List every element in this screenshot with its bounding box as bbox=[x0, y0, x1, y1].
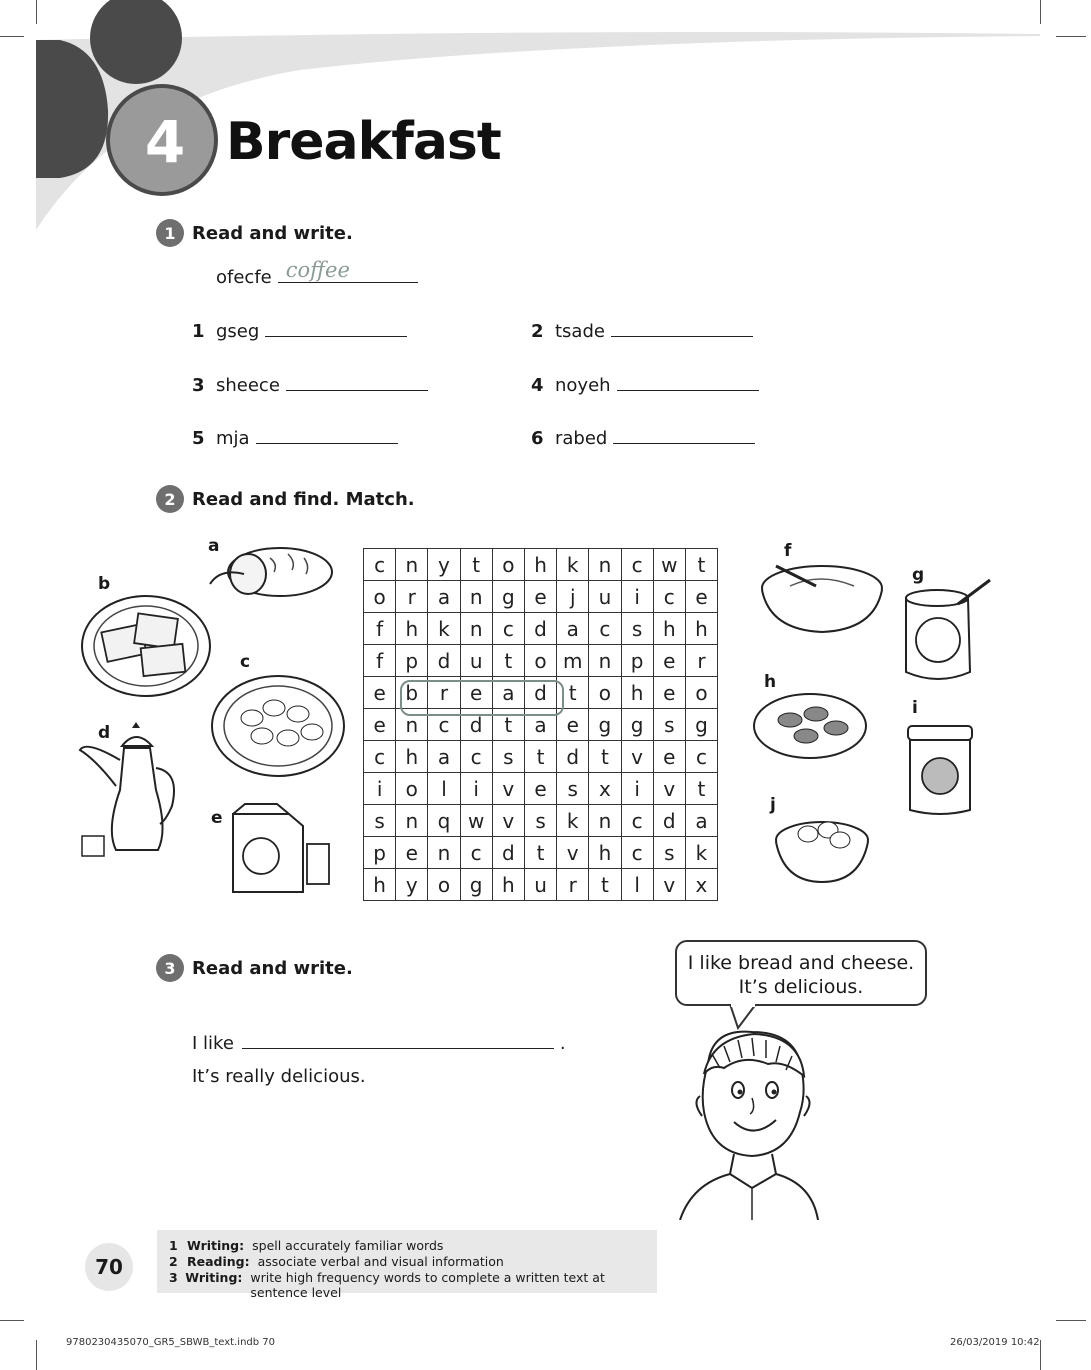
objective-skill: Reading: bbox=[187, 1254, 250, 1269]
grid-cell[interactable]: u bbox=[524, 869, 556, 901]
word-search-grid bbox=[363, 548, 718, 901]
grid-cell[interactable]: n bbox=[460, 581, 492, 613]
page-title: Breakfast bbox=[226, 112, 501, 172]
objective-row bbox=[169, 1270, 657, 1300]
grid-cell[interactable]: y bbox=[396, 869, 428, 901]
exercise-3-number: 3 bbox=[156, 954, 184, 982]
exercise-1-title: Read and write. bbox=[192, 222, 353, 244]
grid-cell[interactable]: h bbox=[589, 837, 621, 869]
grid-cell[interactable]: n bbox=[396, 549, 428, 581]
exercise-3-title: Read and write. bbox=[192, 957, 353, 979]
example-answer-line bbox=[278, 258, 418, 283]
grid-row bbox=[364, 805, 718, 837]
grid-cell[interactable]: e bbox=[653, 677, 685, 709]
crop-mark bbox=[0, 36, 24, 37]
crop-mark bbox=[1056, 1320, 1086, 1321]
grid-cell[interactable]: n bbox=[589, 805, 621, 837]
example-answer: coffee bbox=[285, 258, 350, 282]
exercise-1-heading bbox=[156, 219, 353, 247]
grid-cell[interactable]: j bbox=[557, 581, 589, 613]
grid-cell[interactable]: l bbox=[621, 869, 653, 901]
grid-cell[interactable]: o bbox=[428, 869, 460, 901]
grid-row bbox=[364, 581, 718, 613]
grid-row bbox=[364, 549, 718, 581]
eggs-plate-illustration bbox=[208, 670, 348, 780]
answer-line[interactable] bbox=[286, 370, 428, 391]
exercise-2-number: 2 bbox=[156, 485, 184, 513]
grid-cell[interactable]: d bbox=[492, 837, 524, 869]
scrambled-word: noyeh bbox=[555, 375, 611, 396]
answer-line[interactable] bbox=[617, 370, 759, 391]
grid-cell[interactable]: c bbox=[685, 741, 717, 773]
scrambled-word: rabed bbox=[555, 428, 608, 449]
grid-cell[interactable]: n bbox=[428, 837, 460, 869]
grid-cell[interactable]: d bbox=[428, 645, 460, 677]
grid-cell[interactable]: d bbox=[524, 677, 556, 709]
picture-label-e: e bbox=[211, 808, 223, 828]
answer-line[interactable] bbox=[611, 316, 753, 337]
question-number: 6 bbox=[531, 428, 544, 449]
objective-number: 1 bbox=[169, 1238, 178, 1253]
grid-cell[interactable]: t bbox=[492, 645, 524, 677]
grid-cell[interactable]: c bbox=[460, 741, 492, 773]
grid-cell[interactable]: a bbox=[557, 613, 589, 645]
grid-cell[interactable]: d bbox=[460, 709, 492, 741]
question-row bbox=[531, 370, 759, 396]
crop-mark bbox=[1040, 0, 1041, 24]
grid-cell[interactable]: h bbox=[685, 613, 717, 645]
grid-cell[interactable]: g bbox=[492, 581, 524, 613]
toast-plate-illustration bbox=[78, 590, 214, 700]
grid-row bbox=[364, 773, 718, 805]
grid-cell[interactable]: y bbox=[428, 549, 460, 581]
grid-cell[interactable]: e bbox=[653, 741, 685, 773]
grid-cell[interactable]: s bbox=[492, 741, 524, 773]
grid-cell[interactable]: g bbox=[621, 709, 653, 741]
grid-cell[interactable]: g bbox=[460, 869, 492, 901]
grid-cell[interactable]: n bbox=[589, 645, 621, 677]
grid-cell[interactable]: a bbox=[428, 741, 460, 773]
crop-mark bbox=[1056, 36, 1086, 37]
grid-cell[interactable]: s bbox=[524, 805, 556, 837]
grid-cell[interactable]: u bbox=[589, 581, 621, 613]
objective-number: 2 bbox=[169, 1254, 178, 1269]
scrambled-word: sheece bbox=[216, 375, 280, 396]
question-row bbox=[192, 370, 428, 396]
grid-cell[interactable]: v bbox=[653, 869, 685, 901]
dates-plate-illustration bbox=[750, 686, 870, 762]
objective-skill: Writing: bbox=[185, 1270, 243, 1285]
grid-cell[interactable]: v bbox=[492, 805, 524, 837]
grid-cell[interactable]: t bbox=[524, 837, 556, 869]
question-row bbox=[192, 423, 398, 449]
grid-cell[interactable]: h bbox=[621, 677, 653, 709]
grid-cell[interactable]: t bbox=[492, 709, 524, 741]
grid-cell[interactable]: r bbox=[557, 869, 589, 901]
grid-cell[interactable]: e bbox=[364, 677, 396, 709]
crop-mark bbox=[1040, 1340, 1041, 1370]
objective-text: associate verbal and visual information bbox=[257, 1254, 504, 1269]
picture-label-h: h bbox=[764, 672, 777, 692]
grid-cell[interactable]: n bbox=[460, 613, 492, 645]
picture-label-i: i bbox=[912, 698, 918, 718]
grid-cell[interactable]: o bbox=[364, 581, 396, 613]
grid-cell[interactable]: c bbox=[428, 709, 460, 741]
sentence-1-end: . bbox=[559, 1033, 566, 1054]
grid-cell[interactable]: c bbox=[364, 549, 396, 581]
grid-cell[interactable]: v bbox=[492, 773, 524, 805]
grid-cell[interactable]: t bbox=[589, 741, 621, 773]
grid-cell[interactable]: w bbox=[460, 805, 492, 837]
answer-line[interactable] bbox=[256, 423, 398, 444]
objective-text: write high frequency words to complete a written text at sentence level bbox=[250, 1270, 605, 1300]
exercise-2-title: Read and find. Match. bbox=[192, 488, 415, 510]
grid-cell[interactable]: s bbox=[653, 709, 685, 741]
answer-line[interactable] bbox=[613, 423, 755, 444]
picture-label-f: f bbox=[784, 541, 792, 561]
picture-label-b: b bbox=[98, 574, 111, 594]
jam-jar-illustration bbox=[900, 720, 980, 820]
question-row bbox=[531, 316, 753, 342]
grid-cell[interactable]: t bbox=[460, 549, 492, 581]
speech-line-1: I like bread and cheese. bbox=[687, 952, 915, 974]
grid-cell[interactable]: e bbox=[524, 581, 556, 613]
grid-cell[interactable]: o bbox=[492, 549, 524, 581]
answer-line[interactable] bbox=[265, 316, 407, 337]
question-row bbox=[192, 316, 407, 342]
grid-cell[interactable]: t bbox=[557, 677, 589, 709]
grid-cell[interactable]: a bbox=[428, 581, 460, 613]
grid-cell[interactable]: o bbox=[685, 677, 717, 709]
grid-cell[interactable]: e bbox=[557, 709, 589, 741]
grid-cell[interactable]: s bbox=[364, 805, 396, 837]
milk-carton-illustration bbox=[215, 800, 335, 900]
objective-row bbox=[169, 1254, 504, 1269]
scrambled-word: mja bbox=[216, 428, 250, 449]
grid-cell[interactable]: s bbox=[653, 837, 685, 869]
grid-cell[interactable]: s bbox=[557, 773, 589, 805]
grid-cell[interactable]: e bbox=[364, 709, 396, 741]
sentence-2: It’s really delicious. bbox=[192, 1066, 366, 1087]
grid-row bbox=[364, 869, 718, 901]
grid-cell[interactable]: e bbox=[396, 837, 428, 869]
grid-cell[interactable]: e bbox=[653, 645, 685, 677]
picture-label-d: d bbox=[98, 723, 111, 743]
grid-cell[interactable]: i bbox=[460, 773, 492, 805]
learning-objectives-box bbox=[157, 1230, 657, 1300]
grid-cell[interactable]: k bbox=[685, 837, 717, 869]
grid-cell[interactable]: v bbox=[653, 773, 685, 805]
question-number: 4 bbox=[531, 375, 544, 396]
grid-cell[interactable]: k bbox=[557, 805, 589, 837]
grid-row bbox=[364, 837, 718, 869]
picture-label-a: a bbox=[208, 536, 220, 556]
exercise-3-heading bbox=[156, 954, 353, 982]
grid-cell[interactable]: h bbox=[653, 613, 685, 645]
picture-label-g: g bbox=[912, 565, 925, 585]
grid-cell[interactable]: e bbox=[685, 581, 717, 613]
grid-cell[interactable]: c bbox=[621, 549, 653, 581]
grid-cell[interactable]: x bbox=[685, 869, 717, 901]
objective-skill: Writing: bbox=[187, 1238, 245, 1253]
grid-cell[interactable]: i bbox=[621, 773, 653, 805]
grid-cell[interactable]: t bbox=[524, 741, 556, 773]
grid-cell[interactable]: b bbox=[396, 677, 428, 709]
grid-cell[interactable]: f bbox=[364, 613, 396, 645]
grid-cell[interactable]: n bbox=[396, 709, 428, 741]
grid-cell[interactable]: t bbox=[685, 773, 717, 805]
grid-cell[interactable]: t bbox=[589, 869, 621, 901]
grid-cell[interactable]: c bbox=[621, 805, 653, 837]
grid-cell[interactable]: l bbox=[428, 773, 460, 805]
grid-cell[interactable]: w bbox=[653, 549, 685, 581]
grid-cell[interactable]: u bbox=[460, 645, 492, 677]
grid-cell[interactable]: d bbox=[557, 741, 589, 773]
question-number: 2 bbox=[531, 321, 544, 342]
example-scrambled-word: ofecfe bbox=[216, 267, 272, 288]
grid-cell[interactable]: s bbox=[621, 613, 653, 645]
grid-cell[interactable]: o bbox=[396, 773, 428, 805]
boy-illustration bbox=[672, 1024, 822, 1220]
grid-cell[interactable]: d bbox=[524, 613, 556, 645]
grid-cell[interactable]: d bbox=[653, 805, 685, 837]
example-word-circle bbox=[400, 680, 564, 716]
objective-number: 3 bbox=[169, 1270, 178, 1285]
crop-mark bbox=[36, 0, 37, 24]
grid-cell[interactable]: c bbox=[621, 837, 653, 869]
grid-row bbox=[364, 613, 718, 645]
grid-cell[interactable]: t bbox=[685, 549, 717, 581]
question-number: 5 bbox=[192, 428, 205, 449]
honey-jar-illustration bbox=[892, 574, 1002, 690]
speech-line-2: It’s delicious. bbox=[738, 976, 864, 998]
grid-row bbox=[364, 741, 718, 773]
grid-cell[interactable]: p bbox=[621, 645, 653, 677]
sentence-1-answer-line[interactable] bbox=[242, 1028, 554, 1049]
grid-cell[interactable]: r bbox=[685, 645, 717, 677]
sentence-1 bbox=[192, 1028, 566, 1054]
grid-row bbox=[364, 645, 718, 677]
bread-illustration bbox=[200, 538, 340, 602]
sentence-1-start: I like bbox=[192, 1033, 234, 1054]
question-row bbox=[531, 423, 755, 449]
grid-cell[interactable]: a bbox=[685, 805, 717, 837]
grid-cell[interactable]: e bbox=[524, 773, 556, 805]
grid-cell[interactable]: e bbox=[460, 677, 492, 709]
grid-cell[interactable]: c bbox=[653, 581, 685, 613]
grid-cell[interactable]: q bbox=[428, 805, 460, 837]
grid-cell[interactable]: v bbox=[557, 837, 589, 869]
picture-label-c: c bbox=[240, 652, 251, 672]
grid-cell[interactable]: c bbox=[364, 741, 396, 773]
grid-cell[interactable]: x bbox=[589, 773, 621, 805]
grid-cell[interactable]: h bbox=[524, 549, 556, 581]
exercise-1-number: 1 bbox=[156, 219, 184, 247]
crop-mark bbox=[0, 1320, 24, 1321]
grid-cell[interactable]: h bbox=[396, 741, 428, 773]
grid-cell[interactable]: g bbox=[589, 709, 621, 741]
example-row bbox=[216, 258, 418, 288]
coffee-pot-illustration bbox=[76, 720, 180, 862]
question-number: 3 bbox=[192, 375, 205, 396]
speech-bubble bbox=[675, 940, 927, 1006]
grid-cell[interactable]: o bbox=[589, 677, 621, 709]
grid-cell[interactable]: h bbox=[364, 869, 396, 901]
objective-text: spell accurately familiar words bbox=[252, 1238, 444, 1253]
page-number: 70 bbox=[85, 1243, 133, 1291]
objective-row bbox=[169, 1238, 443, 1253]
grid-cell[interactable]: p bbox=[396, 645, 428, 677]
grid-cell[interactable]: k bbox=[557, 549, 589, 581]
exercise-2-heading bbox=[156, 485, 415, 513]
grid-cell[interactable]: h bbox=[396, 613, 428, 645]
grid-cell[interactable]: c bbox=[460, 837, 492, 869]
grid-cell[interactable]: m bbox=[557, 645, 589, 677]
grid-cell[interactable]: k bbox=[428, 613, 460, 645]
grid-cell[interactable]: a bbox=[492, 677, 524, 709]
grid-cell[interactable]: n bbox=[589, 549, 621, 581]
grid-cell[interactable]: g bbox=[685, 709, 717, 741]
scrambled-word: gseg bbox=[216, 321, 260, 342]
print-file-name: 9780230435070_GR5_SBWB_text.indb 70 bbox=[66, 1337, 275, 1348]
scrambled-word: tsade bbox=[555, 321, 605, 342]
picture-label-j: j bbox=[770, 795, 776, 815]
grid-cell[interactable]: c bbox=[492, 613, 524, 645]
grid-cell[interactable]: i bbox=[364, 773, 396, 805]
grid-cell[interactable]: f bbox=[364, 645, 396, 677]
unit-number: 4 bbox=[144, 108, 186, 176]
grid-cell[interactable]: r bbox=[428, 677, 460, 709]
grid-cell[interactable]: c bbox=[589, 613, 621, 645]
print-date-time: 26/03/2019 10:42 bbox=[950, 1337, 1040, 1348]
grid-cell[interactable]: r bbox=[396, 581, 428, 613]
grid-cell[interactable]: a bbox=[524, 709, 556, 741]
grid-cell[interactable]: o bbox=[524, 645, 556, 677]
olives-bowl-illustration bbox=[770, 810, 874, 886]
grid-cell[interactable]: p bbox=[364, 837, 396, 869]
question-number: 1 bbox=[192, 321, 205, 342]
grid-cell[interactable]: n bbox=[396, 805, 428, 837]
grid-cell[interactable]: v bbox=[621, 741, 653, 773]
grid-cell[interactable]: i bbox=[621, 581, 653, 613]
porridge-bowl-illustration bbox=[750, 556, 890, 636]
crop-mark bbox=[36, 1340, 37, 1370]
grid-cell[interactable]: h bbox=[492, 869, 524, 901]
